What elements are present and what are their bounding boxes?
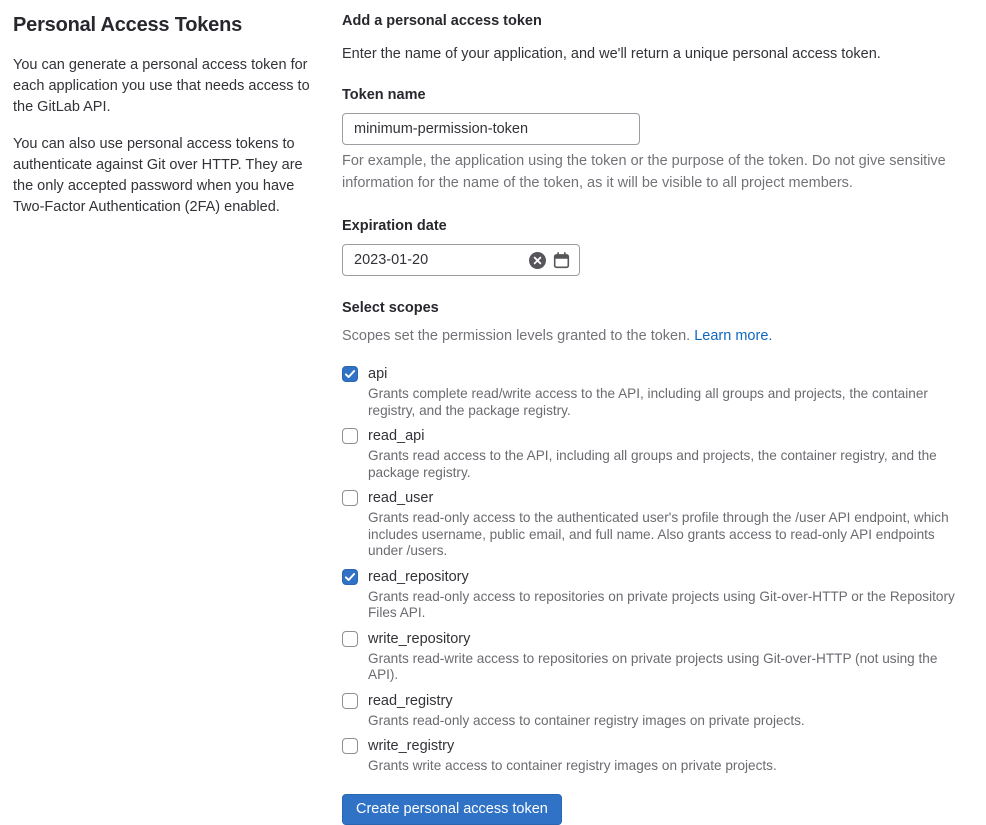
scope-description: Grants read-write access to repositories on private projects using Git-over-HTTP (not using the API). [368,650,938,682]
scope-name-read_api: read_api [368,428,425,444]
scopes-section [342,299,964,775]
scope-checkbox-write_registry[interactable] [342,738,358,754]
scope-item [342,426,964,481]
scopes-description-text: Scopes set the permission levels granted to the token. [342,328,691,344]
scope-checkbox-read_repository[interactable] [342,569,358,585]
scope-row [342,567,964,587]
scope-name-write_registry: write_registry [368,738,455,754]
page-title: Personal Access Tokens [13,14,243,36]
scope-item [342,736,964,775]
form-subheading: Enter the name of your application, and we'll return a unique personal access token. [342,46,881,62]
token-name-label: Token name [342,87,426,103]
select-scopes-label: Select scopes [342,300,439,316]
scope-name-read_user: read_user [368,490,434,506]
learn-more-link[interactable]: Learn more. [694,328,773,344]
scope-checkbox-api[interactable] [342,366,358,382]
token-name-group [342,86,964,194]
calendar-icon[interactable] [551,244,571,276]
scope-item [342,364,964,419]
scopes-description [342,326,964,347]
scope-row [342,691,964,711]
expiration-date-field [342,244,580,276]
token-name-help: For example, the application using the token or the purpose of the token. Do not give sensitive information for the name of the token, as it will be visible to all project members. [342,153,946,191]
scope-checkbox-read_user[interactable] [342,490,358,506]
token-name-input[interactable] [342,113,640,145]
scope-row [342,736,964,756]
scope-row [342,426,964,446]
scope-checkbox-read_api[interactable] [342,428,358,444]
scope-description: Grants read-only access to container registry images on private projects. [368,712,805,728]
scope-description: Grants read-only access to repositories on private projects using Git-over-HTTP or the Repository Files API. [368,588,955,620]
scope-row [342,364,964,384]
scope-description: Grants read-only access to the authenticated user's profile through the /user API endpoint, which includes username, public email, and full name. Also grants access to read-only API endpoints under /users. [368,510,949,558]
scope-name-read_registry: read_registry [368,692,453,709]
intro-paragraph-1: You can generate a personal access token for each application you use that needs access to the GitLab API. [13,57,310,115]
expiration-group [342,217,964,276]
scope-item [342,629,964,684]
scope-checkbox-read_registry[interactable] [342,693,358,709]
scope-item [342,567,964,622]
add-token-form [342,10,964,825]
intro-paragraph-2: You can also use personal access tokens to authenticate against Git over HTTP. They are the only accepted password when you have Two-Factor Authentication (2FA) enabled. [13,136,303,215]
scopes-list [342,364,964,775]
scope-description: Grants complete read/write access to the API, including all groups and projects, the container registry, and the package registry. [368,386,928,418]
scope-name-read_repository: read_repository [368,568,469,585]
expiration-label: Expiration date [342,218,447,234]
scope-description: Grants read access to the API, including all groups and projects, the container registry, and the package registry. [368,448,937,480]
scope-item [342,691,964,730]
scope-row [342,629,964,649]
create-token-button[interactable]: Create personal access token [342,794,562,825]
intro-panel [13,10,313,825]
scope-checkbox-write_repository[interactable] [342,631,358,647]
scope-name-api: api [368,366,388,382]
scope-description: Grants write access to container registry images on private projects. [368,758,777,773]
scope-name-write_repository: write_repository [368,630,471,647]
clear-date-icon[interactable] [527,244,547,276]
scope-item [342,488,964,560]
form-heading: Add a personal access token [342,13,542,29]
scope-row [342,488,964,508]
